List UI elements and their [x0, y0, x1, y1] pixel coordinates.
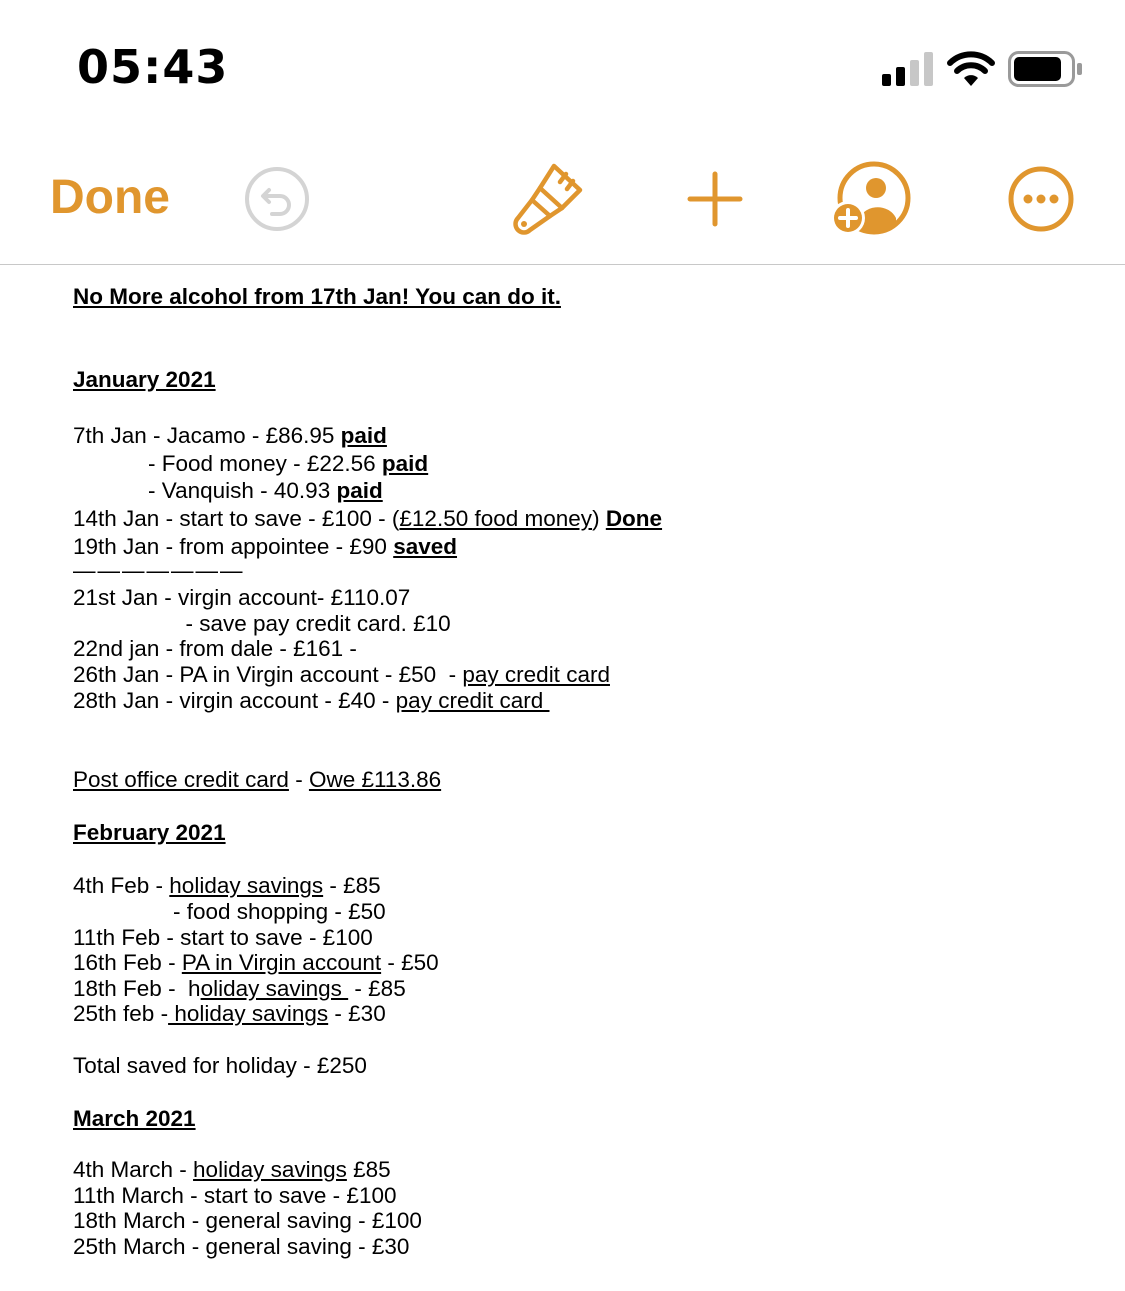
note-line: - Vanquish - 40.93 paid: [73, 478, 383, 503]
plus-icon[interactable]: [680, 164, 750, 234]
toolbar: [0, 130, 1125, 265]
note-line: 16th Feb - PA in Virgin account - £50: [73, 950, 439, 975]
note-line: 18th March - general saving - £100: [73, 1208, 422, 1233]
cellular-signal-icon: [882, 52, 934, 86]
add-collaborator-icon[interactable]: [830, 160, 914, 240]
note-line: 21st Jan - virgin account- £110.07: [73, 585, 411, 610]
wifi-icon: [946, 50, 996, 88]
status-time: 05:43: [77, 40, 229, 94]
note-line: 25th feb - holiday savings - £30: [73, 1001, 386, 1026]
section-heading-january: January 2021: [73, 367, 216, 392]
note-line: 4th March - holiday savings £85: [73, 1157, 391, 1182]
note-line: 18th Feb - holiday savings - £85: [73, 976, 406, 1001]
undo-icon[interactable]: [242, 164, 312, 234]
note-line: 19th Jan - from appointee - £90 saved: [73, 534, 458, 559]
note-line: 14th Jan - start to save - £100 - (£12.50 food money) Done: [73, 506, 663, 531]
more-icon[interactable]: [1006, 164, 1076, 234]
note-line: - Food money - £22.56 paid: [73, 451, 429, 476]
note-line: - save pay credit card. £10: [73, 611, 451, 636]
battery-icon: [1008, 51, 1084, 87]
note-line: 11th Feb - start to save - £100: [73, 925, 373, 950]
note-line: - food shopping - £50: [73, 899, 386, 924]
note-line: 7th Jan - Jacamo - £86.95 paid: [73, 423, 387, 448]
paintbrush-icon[interactable]: [510, 160, 586, 236]
note-line: 26th Jan - PA in Virgin account - £50 - pay credit card: [73, 662, 610, 687]
note-line: 28th Jan - virgin account - £40 - pay credit card: [73, 688, 550, 713]
note-title: No More alcohol from 17th Jan! You can do it.: [73, 284, 561, 309]
note-line: 22nd jan - from dale - £161 -: [73, 636, 357, 661]
note-line: Post office credit card - Owe £113.86: [73, 767, 442, 792]
done-button[interactable]: Done: [50, 171, 170, 224]
status-bar: [0, 0, 1125, 130]
note-line: 25th March - general saving - £30: [73, 1234, 410, 1259]
section-heading-march: March 2021: [73, 1106, 196, 1131]
section-heading-february: February 2021: [73, 820, 226, 845]
note-line: 11th March - start to save - £100: [73, 1183, 397, 1208]
note-line: 4th Feb - holiday savings - £85: [73, 873, 381, 898]
note-line: Total saved for holiday - £250: [73, 1053, 367, 1078]
separator-line: ———————: [73, 558, 245, 583]
